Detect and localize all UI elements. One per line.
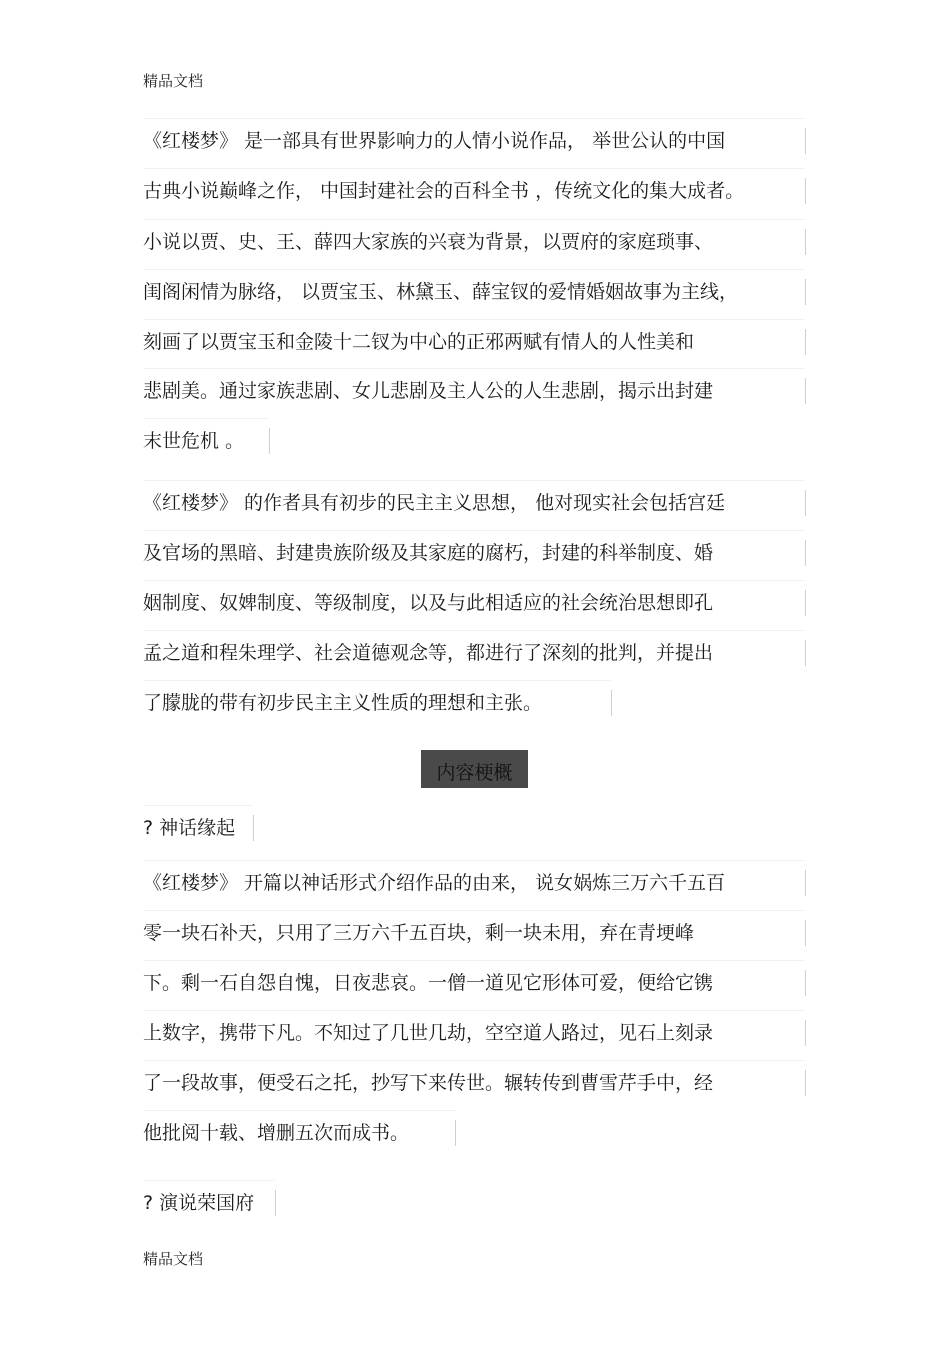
- subheading-rongguo-mansion: ? 演说荣国府: [143, 1190, 276, 1216]
- text-line: 零一块石补天，只用了三万六千五百块，剩一块未用，弃在青埂峰: [143, 920, 806, 946]
- text-line: 《红楼梦》 是一部具有世界影响力的人情小说作品， 举世公认的中国: [143, 128, 806, 154]
- page-footer: 精品文档: [143, 1250, 204, 1268]
- text-line: 他批阅十载、增删五次而成书。: [143, 1120, 456, 1146]
- subheading-myth-origin: ? 神话缘起: [143, 815, 254, 841]
- text-line: 闺阁闲情为脉络， 以贾宝玉、林黛玉、薛宝钗的爱情婚姻故事为主线，: [143, 279, 806, 305]
- text-line: 下。剩一石自怨自愧，日夜悲哀。一僧一道见它形体可爱，便给它镌: [143, 970, 806, 996]
- page-header: 精品文档: [143, 72, 204, 90]
- text-line: 古典小说巅峰之作， 中国封建社会的百科全书 ，传统文化的集大成者。: [143, 178, 806, 204]
- text-line: 姻制度、奴婢制度、等级制度，以及与此相适应的社会统治思想即孔: [143, 590, 806, 616]
- text-line: 孟之道和程朱理学、社会道德观念等，都进行了深刻的批判，并提出: [143, 640, 806, 666]
- text-line: 《红楼梦》 的作者具有初步的民主主义思想， 他对现实社会包括宫廷: [143, 490, 806, 516]
- text-line: 上数字，携带下凡。不知过了几世几劫，空空道人路过，见石上刻录: [143, 1020, 806, 1046]
- text-line: 及官场的黑暗、封建贵族阶级及其家庭的腐朽，封建的科举制度、婚: [143, 540, 806, 566]
- text-line: 悲剧美。通过家族悲剧、女儿悲剧及主人公的人生悲剧，揭示出封建: [143, 378, 806, 404]
- text-line: 小说以贾、史、王、薛四大家族的兴衰为背景，以贾府的家庭琐事、: [143, 229, 806, 255]
- text-line: 了一段故事，便受石之托，抄写下来传世。辗转传到曹雪芹手中，经: [143, 1070, 806, 1096]
- text-line: 刻画了以贾宝玉和金陵十二钗为中心的正邪两赋有情人的人性美和: [143, 329, 806, 355]
- text-line: 《红楼梦》 开篇以神话形式介绍作品的由来， 说女娲炼三万六千五百: [143, 870, 806, 896]
- text-line: 了朦胧的带有初步民主主义性质的理想和主张。: [143, 690, 612, 716]
- section-heading: 内容梗概: [421, 750, 528, 788]
- text-line: 末世危机 。: [143, 428, 270, 454]
